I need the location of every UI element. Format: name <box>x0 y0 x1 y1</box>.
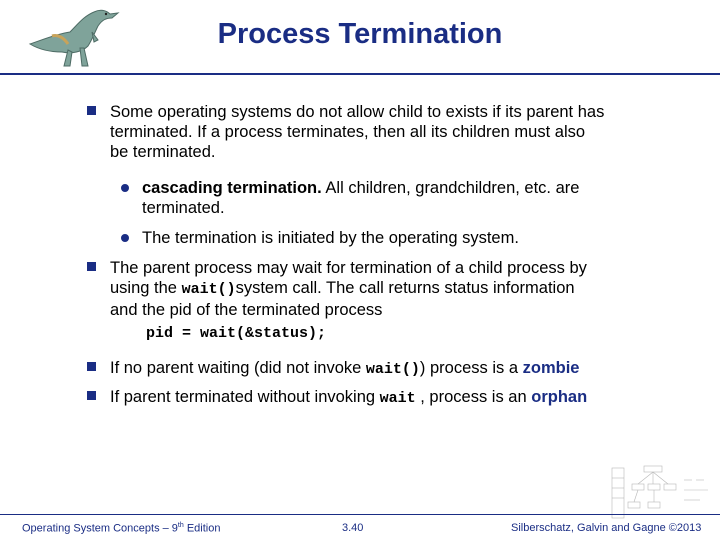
bullet-3-pre: If no parent waiting (did not invoke <box>110 359 366 377</box>
pid-wait-code: pid = wait(&status); <box>146 325 327 342</box>
sub-bullet-1 <box>142 178 579 218</box>
bullet-1-line-1: Some operating systems do not allow child to exists if its parent has <box>110 103 605 121</box>
zombie-term: zombie <box>522 359 580 377</box>
sub-bullet-2 <box>142 228 519 248</box>
sub-bullet-1-line-2: terminated. <box>142 199 225 217</box>
bullet-2 <box>110 258 587 344</box>
bullet-3 <box>110 358 579 380</box>
orphan-term: orphan <box>531 388 588 406</box>
square-bullet-icon <box>87 362 96 371</box>
cascading-termination-term: cascading termination. <box>142 179 322 197</box>
sub-bullet-1-text: All children, grandchildren, etc. are <box>321 179 580 197</box>
title-divider <box>0 73 720 75</box>
bullet-4-pre: If parent terminated without invoking <box>110 388 380 406</box>
bullet-4 <box>110 387 587 409</box>
wait-code: wait <box>379 390 416 407</box>
page-number: 3.40 <box>342 522 364 534</box>
wait-code: wait() <box>365 361 420 378</box>
footer-right: Silberschatz, Galvin and Gagne ©2013 <box>511 522 702 534</box>
bullet-1-line-2: terminated. If a process terminates, then all its children must also <box>110 123 586 141</box>
page-title: Process Termination <box>217 18 503 50</box>
bullet-3-mid: ) process is a <box>419 359 523 377</box>
square-bullet-icon <box>87 106 96 115</box>
bullet-2-line-3: and the pid of the terminated process <box>110 301 383 319</box>
dot-bullet-icon <box>121 184 129 192</box>
wait-code: wait() <box>181 281 236 298</box>
footer-left: Operating System Concepts – 9th Edition <box>22 522 221 535</box>
footer-divider <box>0 514 720 515</box>
bullet-2-line-1: The parent process may wait for termination of a child process by <box>110 259 587 277</box>
bullet-2-line-2b: system call. The call returns status information <box>235 279 575 297</box>
sub-bullet-2-text: The termination is initiated by the operating system. <box>142 229 519 247</box>
bullet-4-mid: , process is an <box>415 388 532 406</box>
square-bullet-icon <box>87 262 96 271</box>
bullet-1 <box>110 102 604 162</box>
dot-bullet-icon <box>121 234 129 242</box>
bullet-1-line-3: be terminated. <box>110 143 216 161</box>
bullet-2-line-2a: using the <box>110 279 182 297</box>
square-bullet-icon <box>87 391 96 400</box>
diagram-thumbnail <box>608 460 718 522</box>
